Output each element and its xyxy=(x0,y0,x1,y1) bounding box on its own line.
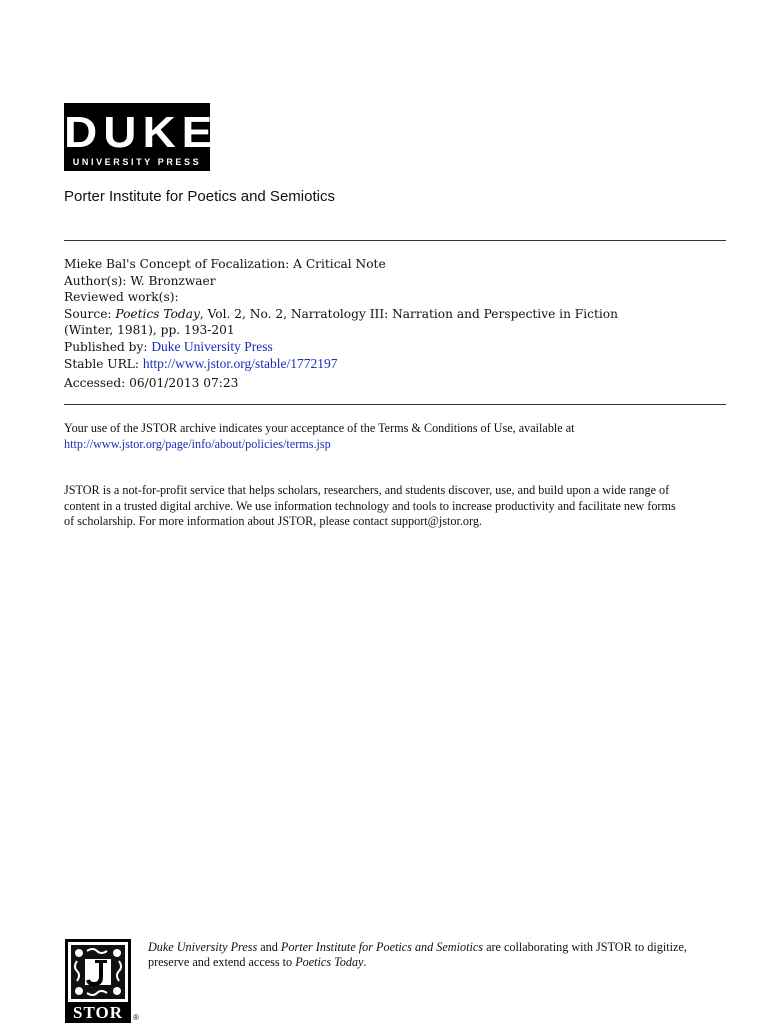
article-title: Mieke Bal's Concept of Focalization: A Critical Note xyxy=(64,257,386,271)
published-by-label: Published by: xyxy=(64,339,148,354)
about-jstor-line-3: of scholarship. For more information about JSTOR, please contact support@jstor.org. xyxy=(64,514,482,529)
reviewed-works-line: Reviewed work(s): xyxy=(64,290,179,305)
stable-url-label: Stable URL: xyxy=(64,356,139,371)
publisher-link[interactable]: Duke University Press xyxy=(151,338,273,354)
source-line-2: (Winter, 1981), pp. 193-201 xyxy=(64,323,235,338)
footer-statement xyxy=(148,940,728,971)
terms-notice xyxy=(64,421,724,452)
authors-value: W. Bronzwaer xyxy=(130,273,216,288)
footer-publisher-2: Porter Institute for Poetics and Semiotics xyxy=(280,940,484,954)
source-label: Source: xyxy=(64,306,112,321)
footer-text-2: preserve and extend access to xyxy=(148,955,296,970)
footer-publisher-1: Duke University Press xyxy=(148,940,258,954)
footer-and: and xyxy=(257,940,281,954)
footer-journal: Poetics Today xyxy=(295,955,364,970)
registered-mark: ® xyxy=(133,1013,139,1022)
source-line xyxy=(64,306,724,323)
stable-url-line xyxy=(64,356,724,373)
top-divider xyxy=(64,240,726,241)
source-journal: Poetics Today xyxy=(115,306,200,321)
logo-subtitle: UNIVERSITY PRESS xyxy=(72,157,202,167)
accessed-value: 06/01/2013 07:23 xyxy=(129,376,239,391)
published-by-line xyxy=(64,339,724,356)
authors-label: Author(s): xyxy=(64,273,127,288)
about-jstor-line-1: JSTOR is a not-for-profit service that helps scholars, researchers, and students discover, use, and build upon a wide range of xyxy=(64,483,670,497)
about-jstor-line-2: content in a trusted digital archive. We use information technology and tools to increase productivity and facilitate new forms xyxy=(64,498,676,513)
stable-url-link[interactable]: http://www.jstor.org/stable/1772197 xyxy=(142,355,338,371)
footer-text-1: are collaborating with JSTOR to digitize, xyxy=(483,940,687,954)
terms-link[interactable]: http://www.jstor.org/page/info/about/policies/terms.jsp xyxy=(64,436,331,451)
source-details: , Vol. 2, No. 2, Narratology III: Narration and Perspective in Fiction xyxy=(199,306,618,321)
publisher-title: Porter Institute for Poetics and Semiotics xyxy=(64,188,335,205)
middle-divider xyxy=(64,404,726,405)
accessed-label: Accessed: xyxy=(64,376,126,391)
about-jstor xyxy=(64,483,724,530)
citation-block xyxy=(64,256,724,392)
logo-word: DUKE xyxy=(64,107,219,157)
terms-notice-text: Your use of the JSTOR archive indicates your acceptance of the Terms & Conditions of Use, available at xyxy=(64,421,575,435)
footer-period: . xyxy=(363,955,367,970)
accessed-line xyxy=(64,375,724,392)
jstor-logo-text: STOR xyxy=(73,1003,123,1022)
jstor-logo xyxy=(65,939,131,1023)
authors-line xyxy=(64,273,724,290)
duke-university-press-logo xyxy=(64,103,219,171)
